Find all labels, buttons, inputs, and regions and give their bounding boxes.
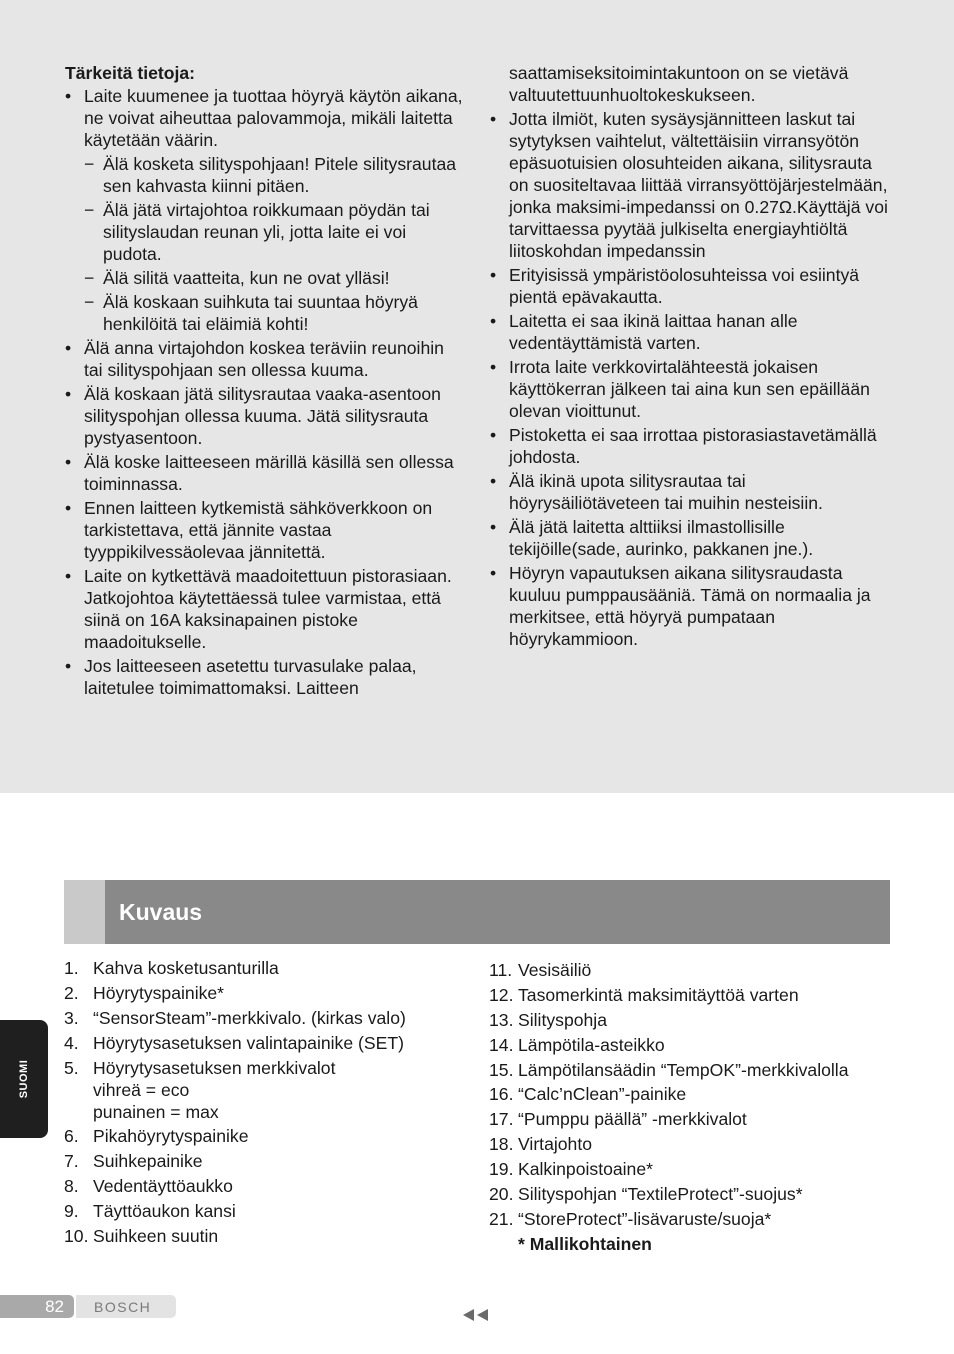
parts-list-item: [64, 1125, 464, 1147]
back-arrows-icon[interactable]: [462, 1306, 490, 1324]
item-text: [93, 1150, 464, 1172]
sub-bullet-item: − Älä koskaan suihkuta tai suuntaa höyryä henkilöitä tai eläimiä kohti!: [65, 291, 465, 335]
item-line: Silityspohja: [518, 1009, 607, 1030]
item-number: 17.: [489, 1109, 514, 1130]
item-line: “Pumppu päällä” -merkkivalot: [518, 1109, 747, 1130]
item-line: Höyrytysasetuksen merkkivalot: [93, 1057, 336, 1078]
bullet-item: • Erityisissä ympäristöolosuhteissa voi esiintyä pientä epävakautta.: [490, 264, 892, 308]
bullet-item: • Älä jätä laitetta alttiiksi ilmastollisille tekijöille(sade, aurinko, pakkanen jne.).: [490, 516, 892, 560]
bullet-item: • Jos laitteeseen asetettu turvasulake palaa, laitetulee toimimattomaksi. Laitteen: [65, 655, 465, 699]
safety-column-right: [490, 62, 892, 652]
item-line: Tasomerkintä maksimitäyttöä varten: [518, 984, 799, 1005]
bullet-item: • Laitetta ei saa ikinä laittaa hanan alle vedentäyttämistä varten.: [490, 310, 892, 354]
safety-heading: Tärkeitä tietoja:: [65, 63, 196, 83]
item-number: 9.: [64, 1201, 79, 1222]
model-note: * Mallikohtainen: [518, 1233, 652, 1254]
item-line: Vesisäiliö: [518, 960, 592, 980]
bullet-item: • Jotta ilmiöt, kuten sysäysjännitteen laskut tai sytytyksen vaihtelut, vältettäisiin virransyötön epäsuotuisien olosuhteiden aikana, silitysrauta on suositeltavaa liittää virransyöttöjärjestelmään, jonka maksimi-impedanssi on 0.27Ω.Käyttäjä voi tarvittaessa pyytää julkiselta energiayhtiöltä liitoskohdan impedanssin: [490, 108, 892, 262]
parts-list-item: [489, 984, 909, 1006]
section-title: Kuvaus: [119, 899, 203, 925]
item-text: [518, 1133, 909, 1155]
bullet-item: • Laite kuumenee ja tuottaa höyryä käytön aikana, ne voivat aiheuttaa palovammoja, mikäli laitetta käytetään väärin.: [65, 85, 465, 151]
parts-list-item: [64, 1200, 464, 1222]
item-number: 7.: [64, 1151, 79, 1172]
item-line: Lämpötilansäädin “TempOK”-merkkivalolla: [518, 1059, 849, 1080]
brand-box: [76, 1295, 176, 1318]
item-line: “Calc’nClean”-painike: [518, 1084, 687, 1105]
item-line: Kalkinpoistoaine*: [518, 1159, 653, 1180]
item-text: [518, 984, 909, 1006]
parts-list-item: [489, 1183, 909, 1205]
item-number: 3.: [64, 1007, 79, 1028]
parts-list-item: [489, 1133, 909, 1155]
item-text: [518, 1108, 909, 1130]
item-text: [518, 1208, 909, 1230]
item-number: 1.: [64, 958, 79, 978]
item-text: [518, 1183, 909, 1205]
item-line: “SensorSteam”-merkkivalo. (kirkas valo): [93, 1007, 406, 1028]
parts-list-item: [64, 1150, 464, 1172]
parts-list-item: [489, 1208, 909, 1230]
item-text: [93, 1057, 464, 1123]
item-line: Suihkepainike: [93, 1151, 203, 1172]
item-text: [93, 982, 464, 1004]
item-text: [93, 1032, 464, 1054]
item-line: Täyttöaukon kansi: [93, 1201, 236, 1222]
item-text: [518, 1034, 909, 1056]
item-number: 20.: [489, 1184, 514, 1205]
item-line: Virtajohto: [518, 1134, 593, 1155]
parts-list-item: [489, 1158, 909, 1180]
parts-list-right: [489, 959, 909, 1230]
parts-list-item: [64, 957, 464, 979]
item-number: 16.: [489, 1084, 514, 1105]
language-label: SUOMI: [18, 1059, 30, 1099]
parts-list-item: [489, 1059, 909, 1081]
bullet-item: • Irrota laite verkkovirtalähteestä jokaisen käyttökerran jälkeen tai aina kun sen epäillään olevan vioittunut.: [490, 356, 892, 422]
bullet-item: • Älä ikinä upota silitysrautaa tai höyrysäiliötäveteen tai muihin nesteisiin.: [490, 470, 892, 514]
item-text: [518, 1009, 909, 1031]
bullet-item: • Älä koskaan jätä silitysrautaa vaaka-asentoon silityspohjan ollessa kuuma. Jätä silitysrauta pystyasentoon.: [65, 383, 465, 449]
item-text: [93, 1200, 464, 1222]
parts-list-right-wrap: [489, 959, 909, 1255]
bullet-item: • Höyryn vapautuksen aikana silitysraudasta kuuluu pumppausääniä. Tämä on normaalia ja merkitsee, että höyryä pumpataan höyrykammioon.: [490, 562, 892, 650]
bullet-item: • Älä anna virtajohdon koskea teräviin reunoihin tai silityspohjaan sen ollessa kuuma.: [65, 337, 465, 381]
page-number-box: [0, 1295, 74, 1318]
item-number: 15.: [489, 1059, 514, 1080]
language-tab: [0, 1020, 48, 1138]
item-text: [93, 957, 464, 979]
item-number: 10.: [64, 1226, 89, 1247]
page-number: 82: [45, 1297, 64, 1316]
item-line: Höyrytyspainike*: [93, 982, 225, 1003]
item-text: [518, 1059, 909, 1081]
item-number: 14.: [489, 1034, 514, 1055]
item-line: punainen = max: [93, 1101, 219, 1122]
item-text: [518, 1158, 909, 1180]
item-text: [93, 1125, 464, 1147]
item-line: Kahva kosketusanturilla: [93, 958, 279, 978]
item-text: [93, 1175, 464, 1197]
item-line: Silityspohjan “TextileProtect”-suojus*: [518, 1184, 803, 1205]
parts-list-left: [64, 957, 464, 1250]
item-number: 5.: [64, 1057, 79, 1078]
item-text: [93, 1225, 464, 1247]
item-line: Pikahöyrytyspainike: [93, 1126, 249, 1147]
parts-list-item: [489, 1108, 909, 1130]
item-number: 21.: [489, 1208, 514, 1229]
item-number: 2.: [64, 982, 79, 1003]
item-text: [518, 1083, 909, 1105]
safety-column-left: [65, 62, 465, 701]
item-number: 13.: [489, 1009, 514, 1030]
parts-list-item: [489, 1009, 909, 1031]
parts-list-item: [64, 982, 464, 1004]
item-number: 19.: [489, 1159, 514, 1180]
sub-bullet-item: − Älä jätä virtajohtoa roikkumaan pöydän tai silityslaudan reunan yli, jotta laite ei voi pudota.: [65, 199, 465, 265]
bullet-item: • Pistoketta ei saa irrottaa pistorasiastavetämällä johdosta.: [490, 424, 892, 468]
bullet-item: • Ennen laitteen kytkemistä sähköverkkoon on tarkistettava, että jännite vastaa tyyppikilvessäolevaa jännitettä.: [65, 497, 465, 563]
item-number: 4.: [64, 1032, 79, 1053]
item-line: “StoreProtect”-lisävaruste/suoja*: [518, 1208, 772, 1229]
section-header: [64, 880, 890, 944]
parts-list-item: [489, 959, 909, 981]
item-number: 18.: [489, 1134, 514, 1155]
parts-list-item: [64, 1032, 464, 1054]
item-text: [518, 959, 909, 981]
item-text: [93, 1007, 464, 1029]
bullet-item: • Älä koske laitteeseen märillä käsillä sen ollessa toiminnassa.: [65, 451, 465, 495]
brand-label: BOSCH: [94, 1299, 152, 1315]
sub-bullet-item: − Älä silitä vaatteita, kun ne ovat ylläsi!: [65, 267, 465, 289]
parts-list-item: [64, 1175, 464, 1197]
item-number: 8.: [64, 1176, 79, 1197]
item-line: Suihkeen suutin: [93, 1226, 219, 1247]
bullet-item: saattamiseksitoimintakuntoon on se vietävä valtuutettuunhuoltokeskukseen.: [509, 63, 849, 105]
item-line: Vedentäyttöaukko: [93, 1176, 233, 1197]
safety-list-right: [490, 62, 892, 650]
parts-list-item: [64, 1057, 464, 1123]
item-line: vihreä = eco: [93, 1079, 190, 1100]
item-number: 12.: [489, 984, 514, 1005]
parts-list-item: [489, 1034, 909, 1056]
section-header-tab: [64, 880, 105, 944]
item-line: Lämpötila-asteikko: [518, 1034, 665, 1055]
item-number: 11.: [489, 960, 513, 980]
item-number: 6.: [64, 1126, 79, 1147]
safety-list-left: [65, 85, 465, 699]
parts-list-item: [64, 1225, 464, 1247]
parts-list-item: [64, 1007, 464, 1029]
parts-list-item: [489, 1083, 909, 1105]
sub-bullet-item: − Älä kosketa silityspohjaan! Pitele silitysrautaa sen kahvasta kiinni pitäen.: [65, 153, 465, 197]
bullet-item: • Laite on kytkettävä maadoitettuun pistorasiaan. Jatkojohtoa käytettäessä tulee varmistaa, että siinä on 16A kaksinapainen pistoke maadoitukselle.: [65, 565, 465, 653]
item-line: Höyrytysasetuksen valintapainike (SET): [93, 1032, 404, 1053]
